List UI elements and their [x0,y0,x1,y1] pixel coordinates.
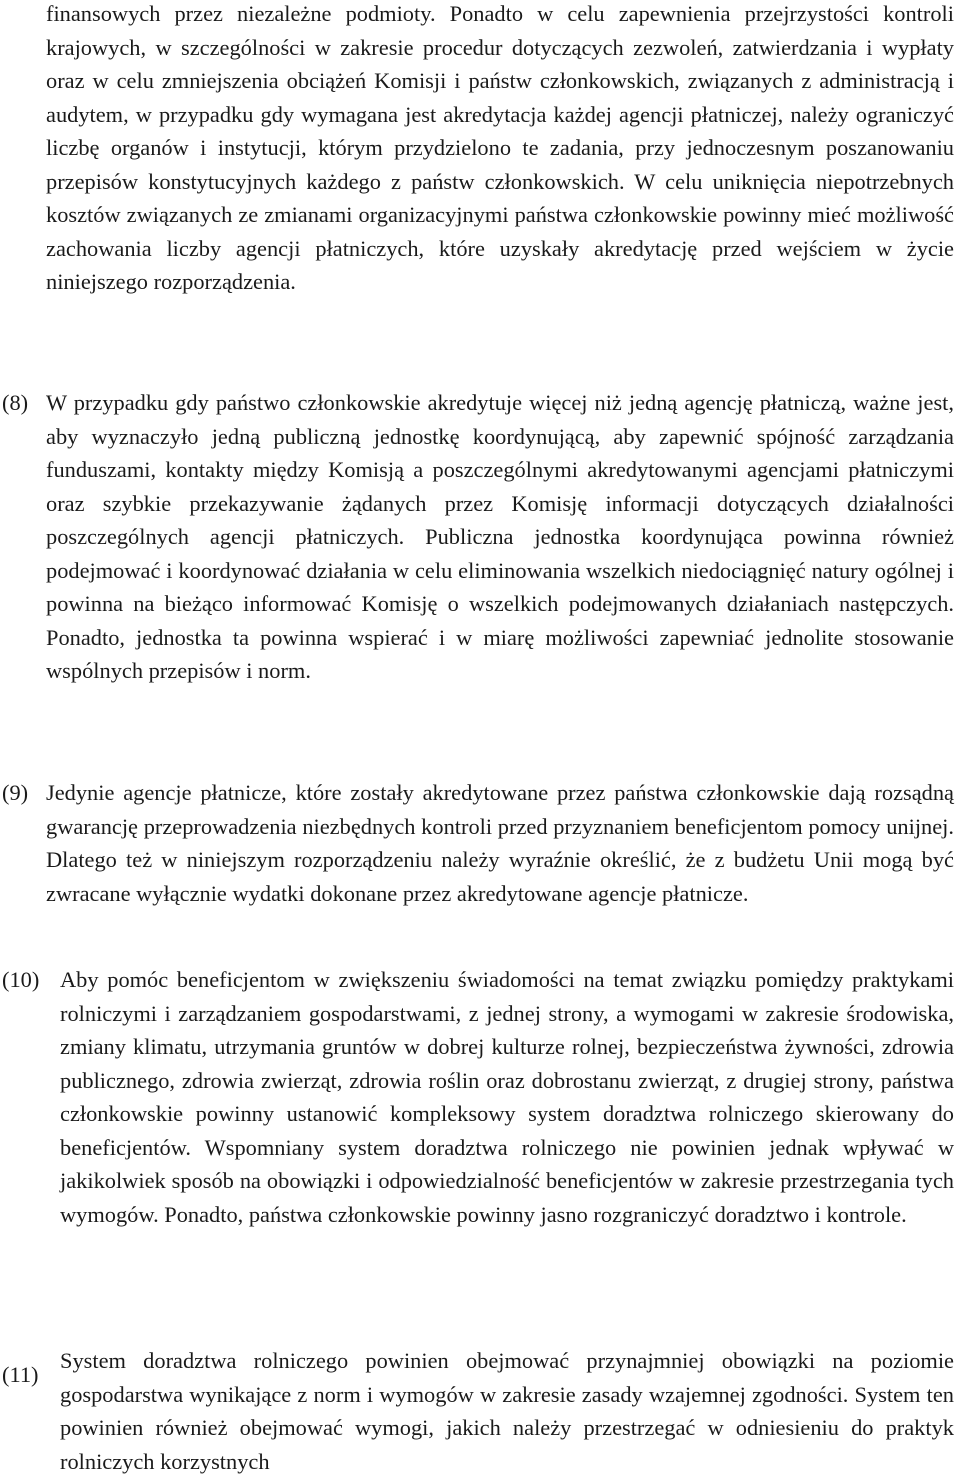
recital-number-8: (8) [2,390,29,415]
recital-text-10: Aby pomóc beneficjentom w zwiększeniu świadomości na temat związku pomiędzy praktykami rolniczymi i zarządzaniem gospodarstwami, z jednej strony, a wymogami w zakresie środowiska, zmiany klimatu, utrzymania gruntów w dobrej kulturze rolnej, bezpieczeństwa żywności, zdrowia publicznego, zdrowia zwierząt, zdrowia roślin oraz dobrostanu zwierząt, z drugiej strony, państwa członkowskie powinny ustanowić kompleksowy system doradztwa rolniczego skierowany do beneficjentów. Wspomniany system doradztwa rolniczego nie powinien jednak wpływać w jakikolwiek sposób na obowiązki i odpowiedzialność beneficjentów w zakresie przestrzegania tych wymogów. Ponadto, państwa członkowskie powinny jasno rozgraniczyć doradztwo i kontrole. [60,967,954,1227]
recital-text-8: W przypadku gdy państwo członkowskie akredytuje więcej niż jedną agencję płatniczą, ważne jest, aby wyznaczyło jedną publiczną jednostkę koordynującą, aby zapewnić spójność zarządzania funduszami, kontakty między Komisją a poszczególnymi akredytowanymi agencjami płatniczymi oraz szybkie przekazywanie żądanych przez Komisję informacji dotyczących działalności poszczególnych agencji płatniczych. Publiczna jednostka koordynująca powinna również podejmować i koordynować działania w celu eliminowania wszelkich niedociągnięć natury ogólnej i powinna na bieżąco informować Komisję o wszelkich podejmowanych działaniach następczych. Ponadto, jednostka ta powinna wspierać i w miarę możliwości zapewniać jednolite stosowanie wspólnych przepisów i norm. [46,390,954,683]
recital-text-9: Jedynie agencje płatnicze, które zostały akredytowane przez państwa członkowskie dają rozsądną gwarancję przeprowadzenia niezbędnych kontroli przed przyznaniem beneficjentom pomocy unijnej. Dlatego też w niniejszym rozporządzeniu należy wyraźnie określić, że z budżetu Unii mogą być zwracane wyłącznie wydatki dokonane przez akredytowane agencje płatnicze. [46,780,954,906]
recital-number-10: (10) [2,967,40,992]
intro-paragraph: finansowych przez niezależne podmioty. Ponadto w celu zapewnienia przejrzystości kontroli krajowych, w szczególności w zakresie procedur dotyczących zezwoleń, zatwierdzania i wypłaty oraz w celu zmniejszenia obciążeń Komisji i państw członkowskich, związanych z administracją i audytem, w przypadku gdy wymagana jest akredytacja każdej agencji płatniczej, należy ograniczyć liczbę organów i instytucji, którym przydzielono te zadania, przy jednoczesnym poszanowaniu przepisów konstytucyjnych każdego z państw członkowskich. W celu uniknięcia niepotrzebnych kosztów związanych ze zmianami organizacyjnymi państwa członkowskie powinny mieć możliwość zachowania liczby agencji płatniczych, które uzyskały akredytację przed wejściem w życie niniejszego rozporządzenia. [46,1,954,294]
recital-number-11: (11) [2,1362,39,1387]
recital-number-9: (9) [2,780,29,805]
recital-text-11: System doradztwa rolniczego powinien obejmować przynajmniej obowiązki na poziomie gospodarstwa wynikające z norm i wymogów w zakresie zasady wzajemnej zgodności. System ten powinien również obejmować wymogi, jakich należy przestrzegać w odniesieniu do praktyk rolniczych korzystnych [60,1348,954,1474]
